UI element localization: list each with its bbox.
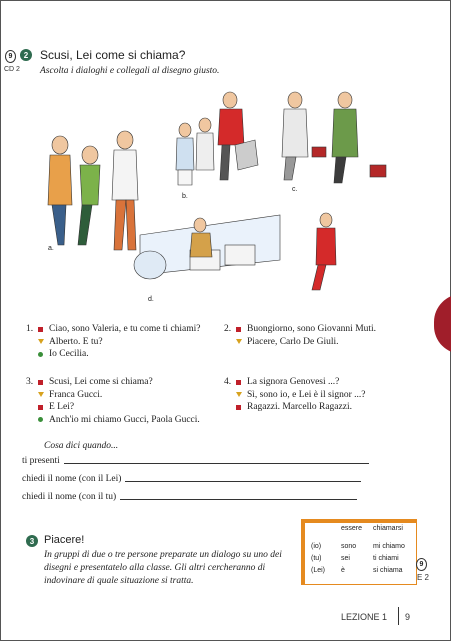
- speaker-marker-square: [38, 380, 49, 385]
- dialogue-line: E Lei?: [49, 402, 75, 412]
- dialogue-4: [224, 376, 365, 414]
- section-title: Scusi, Lei come si chiama?: [40, 48, 186, 62]
- dialogue-line: Alberto. E tu?: [49, 336, 103, 347]
- dialogue-line: Io Cecilia.: [49, 349, 89, 359]
- speaker-marker-triangle: [38, 392, 49, 397]
- fill-in-line[interactable]: [22, 474, 361, 484]
- answer-rule[interactable]: [120, 498, 357, 500]
- cd-label: E 2: [417, 573, 430, 582]
- table-cell: si chiama: [373, 567, 403, 574]
- section-instruction: Ascolta i dialoghi e collegali al disegno giusto.: [40, 66, 220, 76]
- speaker-marker-dot: [38, 417, 49, 422]
- dialogue-number: 2.: [224, 324, 232, 334]
- illustration-label-b: b.: [182, 193, 188, 200]
- answer-rule[interactable]: [64, 462, 369, 464]
- dialogue-number: 4.: [224, 377, 232, 387]
- fill-in-line[interactable]: [22, 492, 357, 502]
- table-cell: sono: [341, 543, 357, 550]
- verb-table: [301, 519, 417, 585]
- dialogue-number: 3.: [26, 377, 34, 387]
- instruction-line: In gruppi di due o tre persone preparate un dialogo su uno dei: [44, 550, 282, 560]
- speaker-marker-square: [38, 327, 49, 332]
- speaker-marker-square: [236, 380, 247, 385]
- illustration-label-d: d.: [148, 296, 154, 303]
- lesson-label: LEZIONE 1: [341, 612, 388, 622]
- dialogue-line: La signora Genovesi ...?: [247, 377, 340, 387]
- illustration-label-a: a.: [48, 245, 54, 252]
- table-cell: ti chiami: [373, 555, 399, 562]
- illustration-d: [134, 213, 336, 290]
- dialogue-line: Sì, sono io, e Lei è il signor ...?: [247, 389, 366, 400]
- dialogue-line: Anch'io mi chiamo Gucci, Paola Gucci.: [49, 414, 200, 425]
- table-cell: sei: [341, 555, 350, 562]
- dialogue-number: 1.: [26, 324, 34, 334]
- fill-in-label: chiedi il nome (con il Lei): [22, 474, 122, 484]
- table-header: essere: [341, 525, 363, 532]
- illustration-c: [282, 92, 386, 183]
- dialogue-1: [26, 323, 201, 361]
- cd-icon: 9: [416, 558, 427, 571]
- cosa-dici-heading: Cosa dici quando...: [44, 441, 119, 451]
- speaker-marker-square: [236, 405, 247, 410]
- speaker-marker-square: [38, 405, 49, 410]
- speaker-marker-triangle: [236, 339, 247, 344]
- section-instruction: [44, 549, 282, 588]
- table-cell: (io): [311, 543, 322, 550]
- table-cell: (tu): [311, 555, 322, 562]
- section-badge: 3: [26, 535, 38, 547]
- speaker-marker-dot: [38, 352, 49, 357]
- table-cell: è: [341, 567, 345, 574]
- instruction-line: disegni e presentatelo alla classe. Gli altri cercheranno di: [44, 563, 266, 573]
- speaker-marker-triangle: [236, 392, 247, 397]
- dialogue-line: Franca Gucci.: [49, 389, 103, 400]
- page-number: 9: [405, 612, 411, 622]
- cd-icon: 9: [5, 50, 16, 63]
- speaker-marker-triangle: [38, 339, 49, 344]
- illustration-a: [48, 131, 138, 250]
- fill-in-line[interactable]: [22, 456, 369, 466]
- dialogue-line: Scusi, Lei come si chiama?: [49, 377, 153, 387]
- section-badge: 2: [20, 49, 32, 61]
- footer-divider: [398, 607, 399, 625]
- table-cell: mi chiamo: [373, 543, 405, 550]
- dialogue-line: Ragazzi. Marcello Ragazzi.: [247, 402, 352, 412]
- dialogue-line: Ciao, sono Valeria, e tu come ti chiami?: [49, 324, 201, 334]
- table-header: chiamarsi: [373, 525, 403, 532]
- illustration-b: [176, 92, 258, 185]
- illustration-label-c: c.: [292, 186, 298, 193]
- cd-label: CD 2: [4, 66, 20, 73]
- instruction-line: indovinare di quale situazione si tratta.: [44, 576, 194, 586]
- dialogue-2: [224, 323, 376, 348]
- dialogue-line: Piacere, Carlo De Giuli.: [247, 336, 339, 347]
- dialogue-line: Buongiorno, sono Giovanni Muti.: [247, 324, 377, 334]
- fill-in-label: ti presenti: [22, 456, 60, 466]
- dialogue-3: [26, 376, 200, 426]
- fill-in-label: chiedi il nome (con il tu): [22, 492, 117, 502]
- answer-rule[interactable]: [125, 480, 361, 482]
- speaker-marker-square: [236, 327, 247, 332]
- table-cell: (Lei): [311, 567, 326, 574]
- section-title: Piacere!: [44, 534, 85, 546]
- dialogue-illustrations: [30, 85, 430, 315]
